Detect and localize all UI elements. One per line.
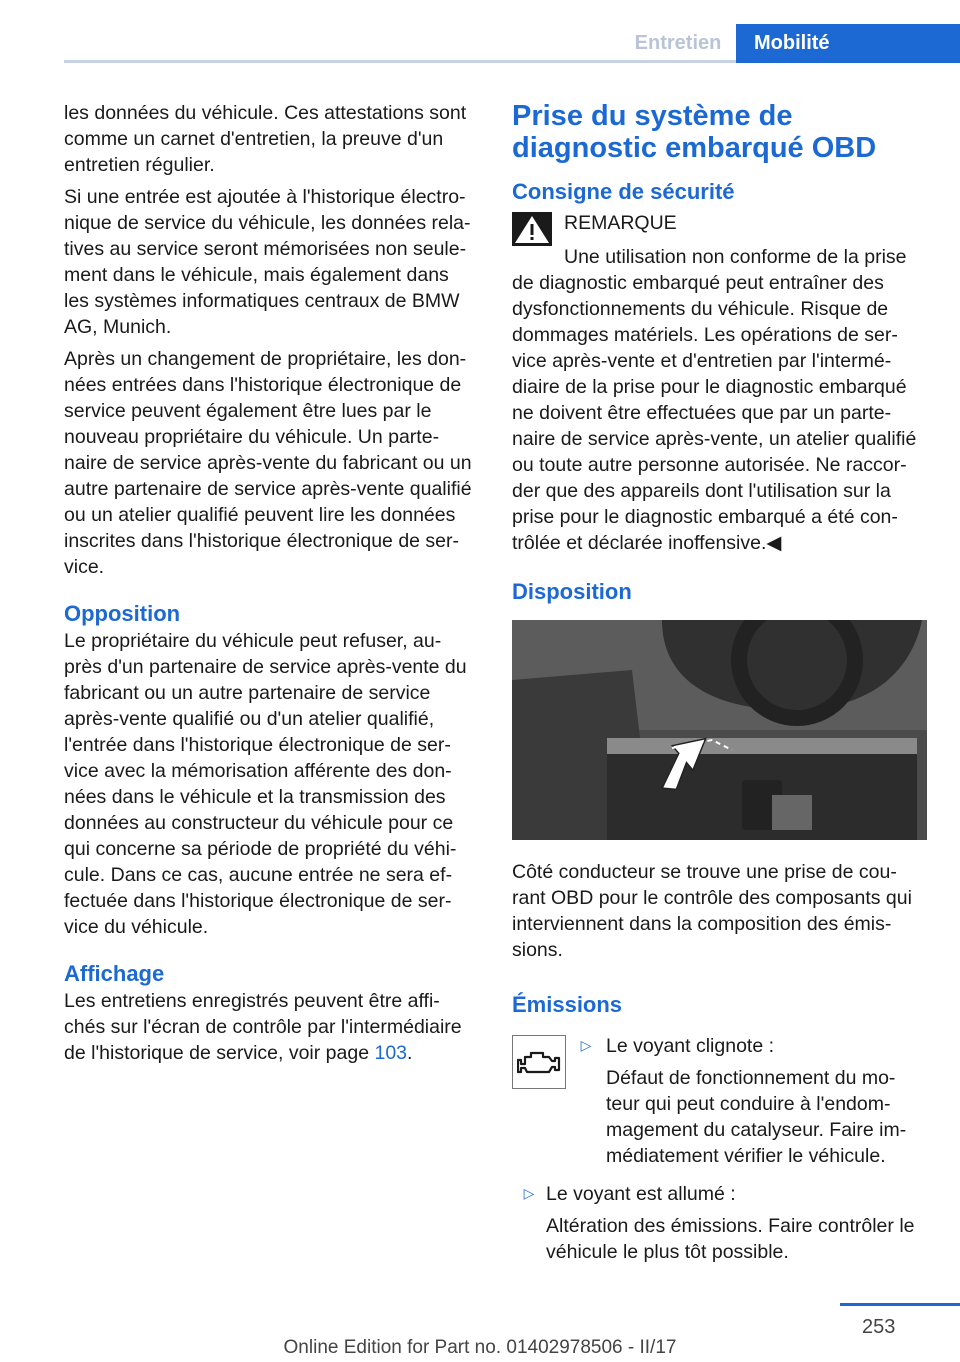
left-column [64, 100, 479, 1072]
paragraph: les données du véhicule. Ces attestations sont comme un carnet d'entretien, la preuve d'un entretien régulier. [64, 102, 467, 176]
item-description: Altération des émissions. Faire contrôler le véhicule le plus tôt possible. [546, 1215, 915, 1263]
right-column [512, 100, 927, 1271]
tab-entretien[interactable]: Entretien [634, 32, 722, 54]
paragraph-text: Les entretiens enregistrés peuvent être affi‐chés sur l'écran de contrôle par l'intermédiaire de l'historique de service, voir page [64, 990, 462, 1064]
warning-label: REMARQUE [564, 212, 677, 234]
item-text [546, 1181, 927, 1271]
warning-triangle-icon [512, 212, 552, 246]
heading-emissions: Émissions [512, 992, 623, 1017]
paragraph-disposition: Côté conducteur se trouve une prise de cou‐rant OBD pour le contrôle des composants qui interviennent dans la composition des émis‐sions. [512, 861, 912, 961]
footer-rule [840, 1303, 960, 1306]
paragraph: Après un changement de propriétaire, les don‐nées entrées dans l'historique électronique de service peuvent également être lues par le nouveau propriétaire du véhicule. Un parte‐naire de service après-vente du fabricant ou un autre partenaire de service après-vente qualifié ou un atelier qualifié peuvent lire les données inscrites dans l'historique électronique de ser‐vice. [64, 348, 472, 578]
paragraph [64, 988, 479, 1066]
tab-mobilite[interactable]: Mobilité [736, 24, 960, 63]
triangle-bullet-icon: ▷ [580, 1037, 592, 1053]
item-title: Le voyant est allumé : [546, 1183, 736, 1205]
item-title: Le voyant clignote : [606, 1035, 775, 1057]
heading-opposition: Opposition [64, 601, 181, 626]
triangle-bullet-icon: ▷ [523, 1185, 535, 1201]
paragraph: Si une entrée est ajoutée à l'historique électro‐nique de service du véhicule, les données rela‐tives au service seront mémorisées non seule‐ment dans le véhicule, mais également dans les systèmes informatiques centraux de BMW AG, Munich. [64, 186, 471, 338]
section-title: Prise du système de diagnostic embarqué OBD [512, 100, 877, 164]
heading-affichage: Affichage [64, 961, 165, 986]
item-description: Défaut de fonctionnement du mo‐teur qui peut conduire à l'endom‐magement du catalyseur. Faire im‐médiatement vérifier le véhicule. [606, 1067, 907, 1167]
engine-check-icon [512, 1035, 566, 1089]
warning-text: Une utilisation non conforme de la prise de diagnostic embarqué peut entraîner des dysfonctionnements du véhicule. Risque de dommages matériels. Les opérations de ser‐vice après-vente et d'entretien par l'intermé‐diaire de la prise pour le diagnostic embarqué ne doivent être effectuées que par un parte‐naire de service après-vente, un atelier qualifié ou toute autre personne autorisée. Ne raccor‐der que des appareils dont l'utilisation sur la prise pour le diagnostic embarqué a été con‐trôlée et déclarée inoffensive.◀ [512, 246, 917, 554]
obd-socket-photo [512, 620, 927, 840]
list-item [512, 1181, 927, 1271]
item-text [606, 1033, 927, 1175]
list-item [512, 1033, 927, 1175]
edition-footer: Online Edition for Part no. 01402978506 - II/17 [283, 1337, 677, 1358]
page-number: 253 [862, 1316, 896, 1338]
heading-safety: Consigne de sécurité [512, 179, 735, 204]
paragraph: Le propriétaire du véhicule peut refuser, au‐près d'un partenaire de service après-vente du fabricant ou un autre partenaire de service après-vente qualifié ou d'un atelier qualifié, l'entrée dans l'historique électronique de ser‐vice avec la mémorisation afférente des don‐nées dans le véhicule et la transmission des données au constructeur du véhicule pour ce qui concerne sa période de propriété du véhi‐cule. Dans ce cas, aucune entrée ne sera ef‐fectuée dans l'historique électronique de ser‐vice du véhicule. [64, 630, 467, 938]
warning-block [512, 208, 927, 246]
heading-disposition: Disposition [512, 579, 632, 604]
page-link[interactable]: 103 [374, 1042, 408, 1064]
paragraph-end: . [407, 1042, 413, 1064]
